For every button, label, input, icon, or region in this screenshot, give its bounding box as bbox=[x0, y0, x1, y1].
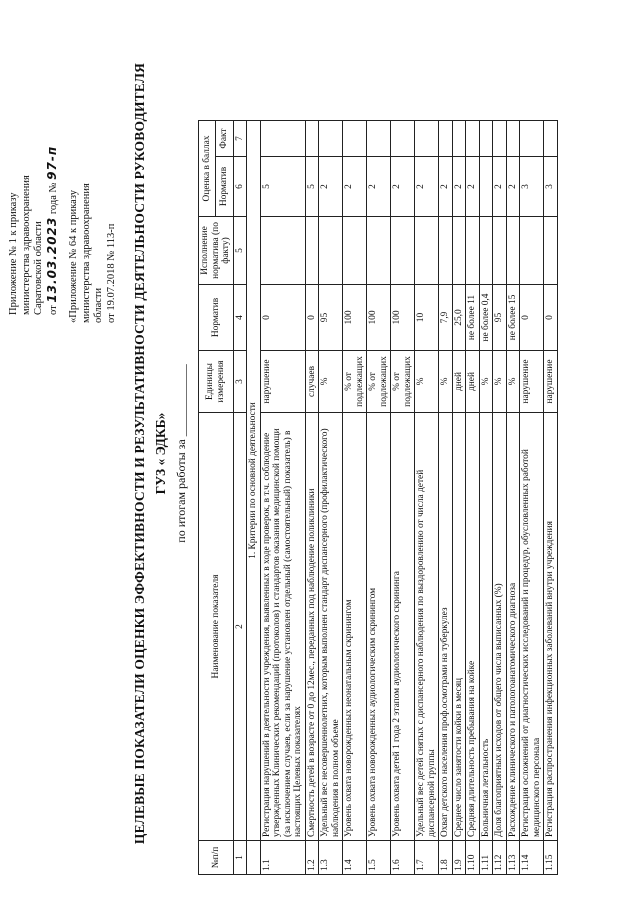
fact-cell bbox=[343, 217, 367, 285]
score-fact-cell bbox=[479, 121, 493, 157]
score-cell: 2 bbox=[506, 157, 520, 217]
order-date-line bbox=[46, 146, 61, 315]
col-number: 4 bbox=[233, 285, 247, 351]
header-num: №п/п bbox=[199, 841, 234, 875]
fact-cell bbox=[493, 217, 507, 285]
score-fact-cell bbox=[343, 121, 367, 157]
norm-cell: 0 bbox=[520, 285, 544, 351]
score-cell: 2 bbox=[367, 157, 391, 217]
fact-cell bbox=[415, 217, 439, 285]
score-cell: 3 bbox=[544, 157, 558, 217]
document-title: ЦЕЛЕВЫЕ ПОКАЗАТЕЛИ ОЦЕНКИ ЭФФЕКТИВНОСТИ И РЕЗУЛЬТАТИВНОСТИ ДЕЯТЕЛЬНОСТИ РУКОВОДИТЕЛЯ bbox=[132, 62, 147, 845]
table-row bbox=[493, 121, 507, 875]
fact-cell bbox=[520, 217, 544, 285]
col-number: 3 bbox=[233, 351, 247, 413]
table-row bbox=[415, 121, 439, 875]
unit-cell: нарушение bbox=[544, 351, 558, 413]
indicator-name: Больничная летальность bbox=[479, 413, 493, 841]
unit-cell: % от подлежащих bbox=[367, 351, 391, 413]
annex-line: «Приложение № 64 к приказу bbox=[68, 190, 79, 323]
score-cell: 5 bbox=[305, 157, 319, 217]
annex-line: области bbox=[93, 287, 104, 323]
norm-cell: 25,0 bbox=[452, 285, 466, 351]
fact-cell bbox=[452, 217, 466, 285]
score-fact-cell bbox=[520, 121, 544, 157]
norm-cell: 100 bbox=[391, 285, 415, 351]
table-row bbox=[479, 121, 493, 875]
score-cell: 2 bbox=[319, 157, 343, 217]
table-row bbox=[466, 121, 480, 875]
unit-cell: % от подлежащих bbox=[343, 351, 367, 413]
score-cell: 2 bbox=[415, 157, 439, 217]
indicator-name: Регистрация осложнений от диагностических исследований и процедур, обусловленных работой медицинского персонала bbox=[520, 413, 544, 841]
score-fact-cell bbox=[319, 121, 343, 157]
norm-cell: 0 bbox=[544, 285, 558, 351]
table-row bbox=[391, 121, 415, 875]
order-line: Приложение № 1 к приказу bbox=[8, 192, 19, 315]
col-number: 6 bbox=[233, 157, 247, 217]
norm-cell: 0 bbox=[305, 285, 319, 351]
unit-cell: % bbox=[506, 351, 520, 413]
table-row bbox=[544, 121, 558, 875]
row-number: 1.5 bbox=[367, 841, 391, 875]
row-number: 1.11 bbox=[479, 841, 493, 875]
indicator-name: Удельный вес несовершеннолетних, которым выполнен стандарт диспансерного (профилактического) наблюдения в полном объеме bbox=[319, 413, 343, 841]
section-num-cell bbox=[247, 841, 261, 875]
row-number: 1.10 bbox=[466, 841, 480, 875]
fact-cell bbox=[479, 217, 493, 285]
score-cell: 2 bbox=[466, 157, 480, 217]
indicator-name: Регистрация распространения инфекционных заболеваний внутри учреждения bbox=[544, 413, 558, 841]
order-line: министерства здравоохранения bbox=[20, 175, 32, 315]
fact-cell bbox=[260, 217, 305, 285]
table-row bbox=[520, 121, 544, 875]
order-date-prefix: от bbox=[47, 305, 59, 315]
unit-cell: случаев bbox=[305, 351, 319, 413]
score-fact-cell bbox=[415, 121, 439, 157]
header-name: Наименование показателя bbox=[199, 413, 234, 841]
row-number: 1.12 bbox=[493, 841, 507, 875]
table-row bbox=[343, 121, 367, 875]
col-number: 7 bbox=[233, 121, 247, 157]
col-number: 2 bbox=[233, 413, 247, 841]
header-unit: Единицы измерения bbox=[199, 351, 234, 413]
fact-cell bbox=[506, 217, 520, 285]
unit-cell: нарушение bbox=[260, 351, 305, 413]
order-reference-block bbox=[8, 146, 60, 315]
unit-cell: % bbox=[493, 351, 507, 413]
row-number: 1.8 bbox=[439, 841, 453, 875]
norm-cell: 95 bbox=[493, 285, 507, 351]
row-number: 1.13 bbox=[506, 841, 520, 875]
table-row bbox=[319, 121, 343, 875]
indicator-name: Уровень охвата новорожденных аудиологическим скринингом bbox=[367, 413, 391, 841]
order-number-handwritten: 97-п bbox=[44, 145, 59, 180]
header-score-group: Оценка в баллах bbox=[199, 121, 216, 217]
column-numbers-row bbox=[233, 121, 247, 875]
norm-cell: не более 0,4 bbox=[479, 285, 493, 351]
order-date-middle: года № bbox=[47, 182, 59, 215]
section-row bbox=[247, 121, 261, 875]
indicator-name: Охват детского населения проф.осмотрами на туберкулез bbox=[439, 413, 453, 841]
score-cell bbox=[479, 157, 493, 217]
header-score-fact: Факт bbox=[216, 121, 233, 157]
score-cell: 2 bbox=[343, 157, 367, 217]
score-cell: 2 bbox=[493, 157, 507, 217]
table-row bbox=[452, 121, 466, 875]
fact-cell bbox=[319, 217, 343, 285]
norm-cell: 10 bbox=[415, 285, 439, 351]
unit-cell: % от подлежащих bbox=[391, 351, 415, 413]
score-fact-cell bbox=[506, 121, 520, 157]
unit-cell: дней bbox=[466, 351, 480, 413]
score-cell: 2 bbox=[391, 157, 415, 217]
unit-cell: % bbox=[319, 351, 343, 413]
unit-cell: нарушение bbox=[520, 351, 544, 413]
score-cell: 3 bbox=[520, 157, 544, 217]
annex-line: от 19.07.2018 № 113-п bbox=[105, 223, 117, 323]
table-header-row bbox=[199, 121, 216, 875]
indicator-name: Уровень охвата детей 1 года 2 этапом аудиологического скрининга bbox=[391, 413, 415, 841]
table-row bbox=[305, 121, 319, 875]
indicator-rows bbox=[260, 121, 557, 875]
norm-cell: не более 15 bbox=[506, 285, 520, 351]
table-row bbox=[506, 121, 520, 875]
row-number: 1.1 bbox=[260, 841, 305, 875]
row-number: 1.2 bbox=[305, 841, 319, 875]
score-fact-cell bbox=[493, 121, 507, 157]
header-fact: Исполнение норматива (по факту) bbox=[199, 217, 234, 285]
indicator-name: Регистрация нарушений в деятельности учреждения, выявленных в ходе проверок, в т.ч. соблюдение утвержденных Клинических рекомендаций (протоколов) и стандартов оказания медицинской помощи (за исключением случаев, если за нарушение установлен отдельный (самостоятельный) показатель) в настоящих Целевых показателях bbox=[260, 413, 305, 841]
fact-cell bbox=[466, 217, 480, 285]
score-fact-cell bbox=[305, 121, 319, 157]
table-row bbox=[367, 121, 391, 875]
row-number: 1.7 bbox=[415, 841, 439, 875]
score-fact-cell bbox=[367, 121, 391, 157]
norm-cell: 100 bbox=[367, 285, 391, 351]
score-fact-cell bbox=[391, 121, 415, 157]
indicator-name: Уровень охвата новорожденных неонатальным скринингом bbox=[343, 413, 367, 841]
norm-cell: не более 11 bbox=[466, 285, 480, 351]
indicator-name: Доля благоприятных исходов от общего числа выписанных (%) bbox=[493, 413, 507, 841]
reporting-period: по итогам работы за ____________ bbox=[174, 364, 188, 543]
fact-cell bbox=[439, 217, 453, 285]
table-row bbox=[260, 121, 305, 875]
indicator-name: Удельный вес детей снятых с диспансерного наблюдения по выздоровлению от числа детей диспансерной группы bbox=[415, 413, 439, 841]
row-number: 1.6 bbox=[391, 841, 415, 875]
indicator-name: Смертность детей в возрасте от 0 до 12мес., переданных под наблюдение поликлиники bbox=[305, 413, 319, 841]
norm-cell: 7,9 bbox=[439, 285, 453, 351]
score-fact-cell bbox=[452, 121, 466, 157]
score-fact-cell bbox=[466, 121, 480, 157]
row-number: 1.9 bbox=[452, 841, 466, 875]
fact-cell bbox=[305, 217, 319, 285]
score-fact-cell bbox=[260, 121, 305, 157]
score-fact-cell bbox=[439, 121, 453, 157]
indicators-table bbox=[198, 120, 558, 875]
indicator-name: Средняя длительность пребывания на койке bbox=[466, 413, 480, 841]
annex-line: министерства здравоохранения bbox=[80, 183, 92, 323]
unit-cell: % bbox=[439, 351, 453, 413]
row-number: 1.15 bbox=[544, 841, 558, 875]
table-row bbox=[439, 121, 453, 875]
indicator-name: Среднее число занятости койки в месяц bbox=[452, 413, 466, 841]
header-score-norm: Норматив bbox=[216, 157, 233, 217]
header-norm: Норматив bbox=[199, 285, 234, 351]
row-number: 1.3 bbox=[319, 841, 343, 875]
unit-cell: % bbox=[415, 351, 439, 413]
score-cell: 5 bbox=[260, 157, 305, 217]
fact-cell bbox=[367, 217, 391, 285]
order-line: Саратовской области bbox=[33, 221, 44, 315]
norm-cell: 95 bbox=[319, 285, 343, 351]
fact-cell bbox=[391, 217, 415, 285]
col-number: 5 bbox=[233, 217, 247, 285]
col-number: 1 bbox=[233, 841, 247, 875]
unit-cell: дней bbox=[452, 351, 466, 413]
score-fact-cell bbox=[544, 121, 558, 157]
section-title: 1. Критерии по основной деятельности bbox=[247, 121, 261, 841]
fact-cell bbox=[544, 217, 558, 285]
order-date-handwritten: 13.03.2023 bbox=[44, 216, 59, 303]
organization-name: ГУЗ « ЭДКБ» bbox=[153, 412, 168, 495]
norm-cell: 100 bbox=[343, 285, 367, 351]
row-number: 1.4 bbox=[343, 841, 367, 875]
norm-cell: 0 bbox=[260, 285, 305, 351]
row-number: 1.14 bbox=[520, 841, 544, 875]
score-cell: 2 bbox=[452, 157, 466, 217]
unit-cell: % bbox=[479, 351, 493, 413]
annex-reference-block bbox=[68, 183, 118, 323]
indicator-name: Расхождение клинического и патологоанатомического диагноза bbox=[506, 413, 520, 841]
score-cell: 2 bbox=[439, 157, 453, 217]
